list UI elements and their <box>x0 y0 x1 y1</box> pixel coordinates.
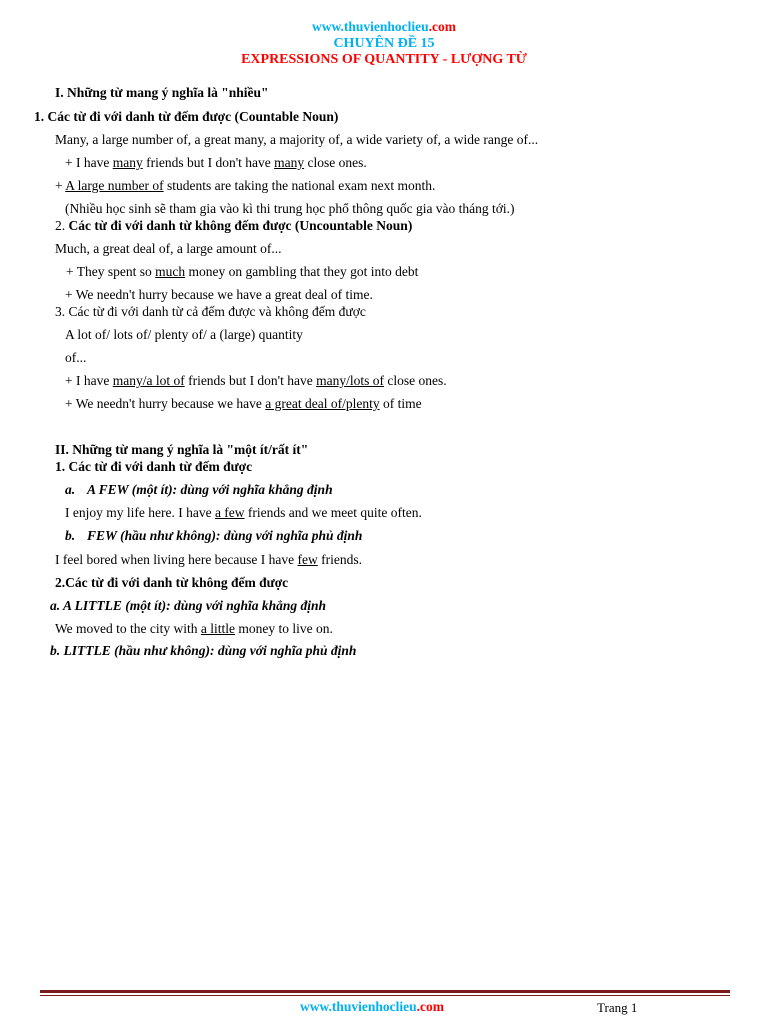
section1-sub3-list1: A lot of/ lots of/ plenty of/ a (large) quantity <box>65 327 303 342</box>
section1-sub3-list2: of... <box>65 350 87 365</box>
header-site-suffix: .com <box>428 19 457 34</box>
section2-sub2-a-example: We moved to the city with a little money to live on. <box>55 621 333 636</box>
section1-sub2-example2: + We needn't hurry because we have a great deal of time. <box>65 287 373 302</box>
section1-sub2-list: Much, a great deal of, a large amount of... <box>55 241 282 256</box>
section1-sub1-example1: + I have many friends but I don't have many close ones. <box>65 155 367 170</box>
footer-page-number: Trang 1 <box>597 1000 638 1015</box>
footer-rule <box>40 990 730 996</box>
footer-site-prefix: www.thuvienhoclieu <box>300 999 417 1014</box>
section1-sub1-heading: 1. Các từ đi với danh từ đếm được (Countable Noun) <box>34 109 339 124</box>
header-title: EXPRESSIONS OF QUANTITY - LƯỢNG TỪ <box>241 52 527 67</box>
section1-sub3-heading: 3. Các từ đi với danh từ cả đếm được và không đếm được <box>55 304 366 319</box>
section2-heading: II. Những từ mang ý nghĩa là "một ít/rất ít" <box>55 442 309 457</box>
section2-sub2-heading: 2.Các từ đi với danh từ không đếm được <box>55 575 289 590</box>
section2-sub1-b-example: I feel bored when living here because I have few friends. <box>55 552 363 567</box>
header-site <box>0 18 768 35</box>
section2-sub1-b-text: FEW (hầu như không): dùng với nghĩa phủ định <box>87 528 363 543</box>
section1-sub1-translation: (Nhiều học sinh sẽ tham gia vào kì thi trung học phổ thông quốc gia vào tháng tới.) <box>65 201 515 216</box>
section2-sub1-a-example: I enjoy my life here. I have a few friends and we meet quite often. <box>65 505 422 520</box>
section1-sub2-example1: + They spent so much money on gambling that they got into debt <box>66 264 419 279</box>
header-site-prefix: www.thuvienhoclieu <box>311 19 429 34</box>
section1-sub2-heading: 2. Các từ đi với danh từ không đếm được (Uncountable Noun) <box>55 218 413 233</box>
section2-sub1-a-text: A FEW (một ít): dùng với nghĩa khẳng định <box>87 482 333 497</box>
section1-sub1-list: Many, a large number of, a great many, a majority of, a wide variety of, a wide range of... <box>55 132 539 147</box>
header-topic: CHUYÊN ĐỀ 15 <box>333 36 435 51</box>
footer-site-suffix: .com <box>416 999 445 1014</box>
section2-sub2-b-text: b. LITTLE (hầu như không): dùng với nghĩa phủ định <box>50 643 357 658</box>
section2-sub1-heading: 1. Các từ đi với danh từ đếm được <box>55 459 253 474</box>
section1-sub1-example2: + A large number of students are taking the national exam next month. <box>55 178 436 193</box>
section1-sub3-example1: + I have many/a lot of friends but I don't have many/lots of close ones. <box>65 373 447 388</box>
section2-sub1-b-label: b. <box>65 528 76 543</box>
section1-heading: I. Những từ mang ý nghĩa là "nhiều" <box>55 85 269 100</box>
section2-sub2-a-text: a. A LITTLE (một ít): dùng với nghĩa khẳng định <box>50 598 327 613</box>
footer-site <box>300 998 444 1015</box>
section2-sub1-a-label: a. <box>65 482 76 497</box>
section1-sub3-example2: + We needn't hurry because we have a great deal of/plenty of time <box>65 396 422 411</box>
